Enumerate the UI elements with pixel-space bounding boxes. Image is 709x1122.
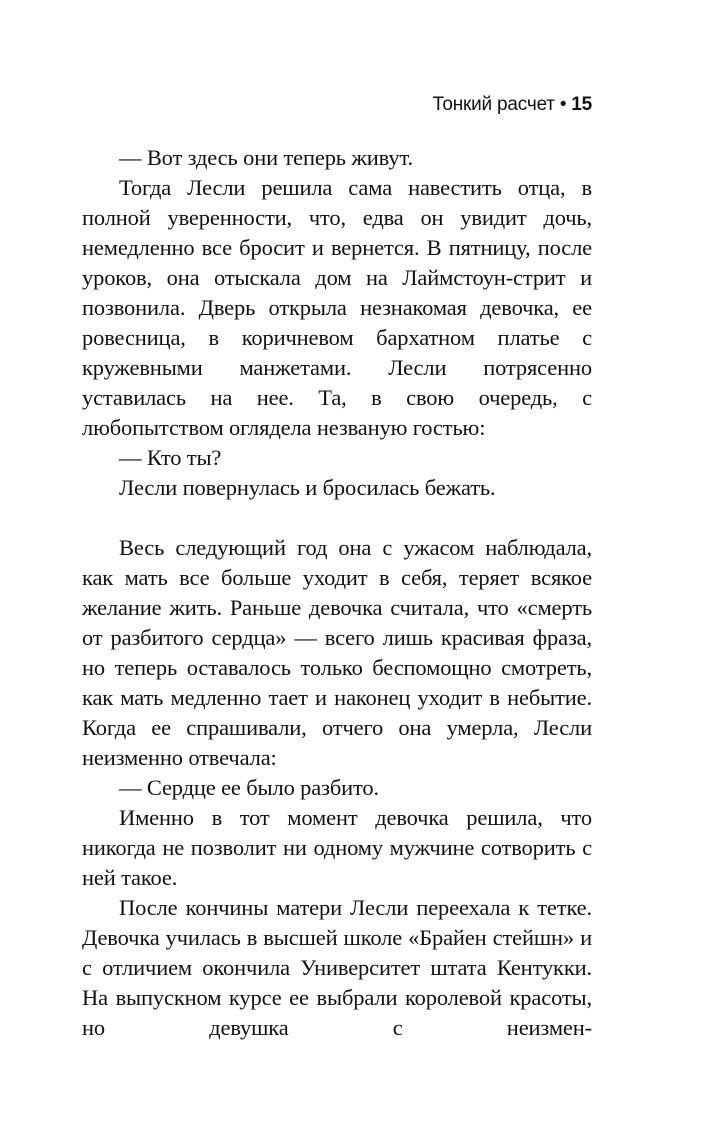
paragraph: Лесли повернулась и бросилась бежать. bbox=[119, 475, 496, 500]
paragraph: — Сердце ее было разбито. bbox=[119, 775, 379, 800]
paragraph: Именно в тот момент девочка решила, что никогда не позволит ни одному мужчине сотворить с ней такое. bbox=[82, 805, 592, 890]
section-break bbox=[82, 503, 592, 533]
paragraph: Тогда Лесли решила сама навестить отца, в полной уверенности, что, едва он увидит дочь, немедленно все бросит и вернется. В пятницу, после уроков, она отыскала дом на Лаймстоун-стрит и позвонила. Дверь открыла незнакомая девочка, ее ровесница, в коричневом бархатном платье с кружевными манжетами. Лесли потрясенно уставилась на нее. Та, в свою очередь, с любопытством оглядела незваную гостью: bbox=[82, 175, 592, 440]
paragraph: — Вот здесь они теперь живут. bbox=[119, 145, 413, 170]
page-number: 15 bbox=[571, 94, 592, 115]
book-title: Тонкий расчет bbox=[432, 94, 555, 115]
paragraph: Весь следующий год она с ужасом наблюдала, как мать все больше уходит в себя, теряет всякое желание жить. Раньше девочка считала, что «смерть от разбитого сердца» — всего лишь красивая фраза, но теперь оставалось только беспомощно смотреть, как мать медленно тает и наконец уходит в небытие. Когда ее спрашивали, отчего она умерла, Лесли неизменно отвечала: bbox=[82, 535, 592, 770]
header-separator: • bbox=[559, 94, 567, 115]
paragraph: — Кто ты? bbox=[119, 445, 222, 470]
running-header bbox=[432, 93, 592, 117]
body-text bbox=[82, 143, 592, 1043]
paragraph: После кончины матери Лесли переехала к тетке. Девочка училась в высшей школе «Брайен стейшн» и с отличием окончила Университет штата Кентукки. На выпускном курсе ее выбрали королевой красоты, но девушка с неизмен- bbox=[82, 895, 592, 1040]
